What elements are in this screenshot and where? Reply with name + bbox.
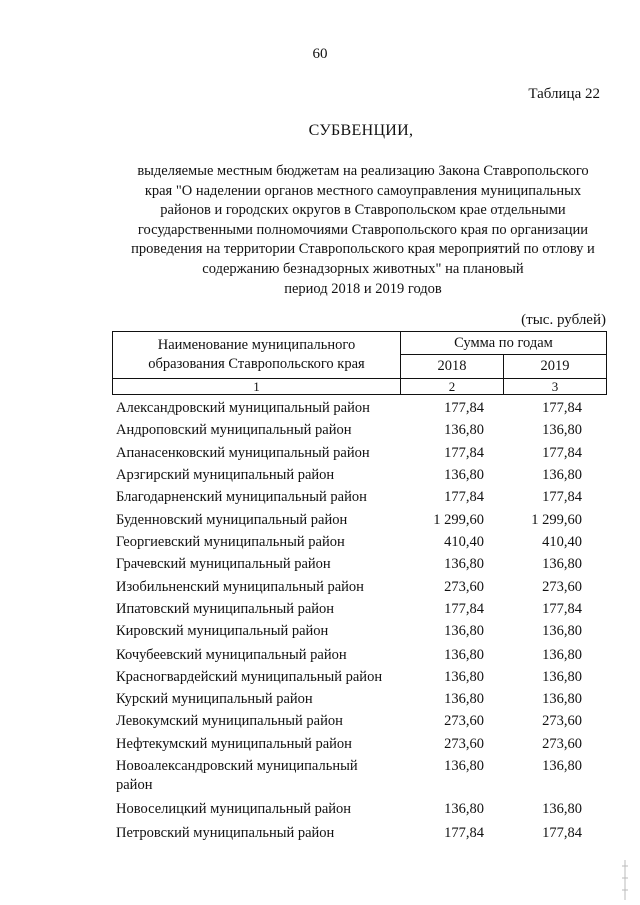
subtitle-line: районов и городских округов в Ставропольском крае отдельными: [160, 202, 566, 219]
row-name: Левокумский муниципальный район: [116, 713, 343, 729]
header-sum-cell: Сумма по годам: [400, 331, 607, 355]
row-value-2018: 136,80: [444, 467, 484, 483]
row-value-2019: 136,80: [542, 801, 582, 817]
row-name: Кировский муниципальный район: [116, 623, 329, 639]
row-value-2019: 136,80: [542, 647, 582, 663]
row-name: Курский муниципальный район: [116, 691, 313, 707]
row-value-2019: 136,80: [542, 669, 582, 685]
row-name: Апанасенковский муниципальный район: [116, 445, 370, 461]
row-name: Благодарненский муниципальный район: [116, 489, 367, 505]
row-name: Кочубеевский муниципальный район: [116, 647, 347, 663]
row-value-2019: 136,80: [542, 556, 582, 572]
row-value-2019: 177,84: [542, 825, 582, 841]
header-col-number: 2: [400, 378, 504, 395]
row-name: Петровский муниципальный район: [116, 825, 335, 841]
header-name-cell: [112, 331, 401, 379]
header-col-number: 1: [112, 378, 401, 395]
row-value-2018: 136,80: [444, 801, 484, 817]
row-value-2019: 136,80: [542, 467, 582, 483]
subtitle-line: края "О наделении органов местного самоуправления муниципальных: [144, 182, 582, 199]
header-name-line: Наименование муниципального: [157, 337, 356, 353]
row-name: Нефтекумский муниципальный район: [116, 736, 352, 752]
row-value-2019: 273,60: [542, 736, 582, 752]
row-value-2018: 177,84: [444, 445, 484, 461]
header-year-2018: 2018: [400, 354, 504, 379]
row-name: Новоселицкий муниципальный район: [116, 801, 352, 817]
row-value-2019: 136,80: [542, 758, 582, 774]
row-value-2018: 136,80: [444, 623, 484, 639]
row-value-2018: 1 299,60: [433, 512, 484, 528]
subtitle-line: период 2018 и 2019 годов: [284, 280, 442, 297]
row-value-2018: 136,80: [444, 758, 484, 774]
row-value-2019: 410,40: [542, 534, 582, 550]
row-value-2019: 136,80: [542, 691, 582, 707]
row-value-2018: 177,84: [444, 601, 484, 617]
row-value-2018: 136,80: [444, 691, 484, 707]
row-value-2018: 136,80: [444, 556, 484, 572]
row-name: Новоалександровский муниципальный район: [116, 758, 358, 793]
table-label: Таблица 22: [528, 86, 600, 102]
row-value-2019: 177,84: [542, 489, 582, 505]
row-value-2019: 177,84: [542, 445, 582, 461]
subtitle-line: выделяемые местным бюджетам на реализацию Закона Ставропольского: [137, 163, 589, 179]
row-value-2018: 273,60: [444, 579, 484, 595]
header-year-2019: 2019: [503, 354, 607, 379]
row-value-2018: 136,80: [444, 647, 484, 663]
row-name: Георгиевский муниципальный район: [116, 534, 345, 550]
row-value-2018: 410,40: [444, 534, 484, 550]
document-subtitle: [118, 162, 608, 299]
row-value-2019: 273,60: [542, 579, 582, 595]
header-name-line: образования Ставропольского края: [148, 356, 365, 372]
row-value-2018: 273,60: [444, 736, 484, 752]
row-value-2019: 136,80: [542, 623, 582, 639]
row-value-2019: 177,84: [542, 601, 582, 617]
row-value-2018: 177,84: [444, 400, 484, 416]
row-name: Буденновский муниципальный район: [116, 512, 348, 528]
row-value-2019: 1 299,60: [531, 512, 582, 528]
row-name: Андроповский муниципальный район: [116, 422, 352, 438]
row-value-2018: 136,80: [444, 669, 484, 685]
page-number: 60: [312, 46, 328, 62]
units-note: (тыс. рублей): [521, 312, 606, 328]
row-name: Изобильненский муниципальный район: [116, 579, 364, 595]
row-value-2018: 177,84: [444, 825, 484, 841]
header-col-number: 3: [503, 378, 607, 395]
subtitle-line: проведения на территории Ставропольского края мероприятий по отлову и: [131, 241, 595, 258]
subtitle-line: содержанию безнадзорных животных" на плановый: [202, 260, 524, 277]
row-value-2018: 136,80: [444, 422, 484, 438]
row-value-2018: 177,84: [444, 489, 484, 505]
row-value-2019: 177,84: [542, 400, 582, 416]
document-title: СУБВЕНЦИИ,: [308, 122, 414, 139]
row-value-2018: 273,60: [444, 713, 484, 729]
row-name: Грачевский муниципальный район: [116, 556, 331, 572]
subtitle-line: государственными полномочиями Ставропольского края по организации: [137, 221, 589, 238]
margin-stamp-mark: [618, 858, 632, 902]
row-name: Александровский муниципальный район: [116, 400, 370, 416]
row-value-2019: 273,60: [542, 713, 582, 729]
row-value-2019: 136,80: [542, 422, 582, 438]
row-name: Арзгирский муниципальный район: [116, 467, 335, 483]
table-header: [112, 331, 607, 395]
row-name: Красногвардейский муниципальный район: [116, 669, 383, 685]
row-name: Ипатовский муниципальный район: [116, 601, 335, 617]
